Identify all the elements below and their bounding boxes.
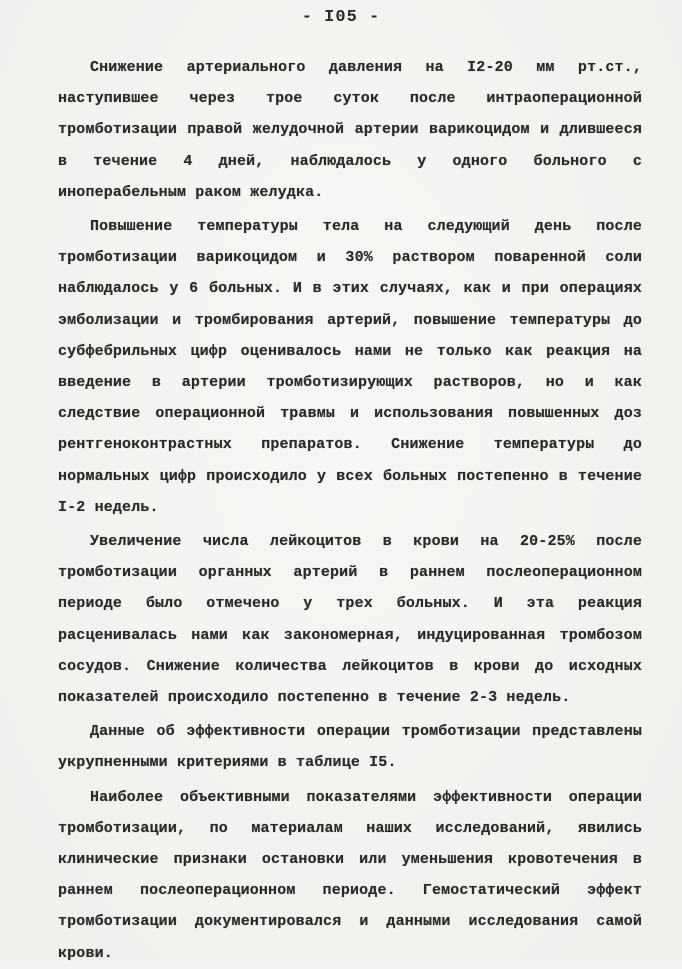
paragraph-leukocytes: Увеличение числа лейкоцитов в крови на 20-25% после тромботизации органных артерий в раннем послеоперационном периоде было отмечено у трех больных. И эта реакция расценивалась нами как закономерная, индуцированная тромбозом сосудов. Снижение количества лейкоцитов в крови до исходных показателей происходило постепенно в течение 2-3 недель.	[58, 533, 642, 707]
paragraph-hemostatic-effect: Наиболее объективными показателями эффективности операции тромботизации, по материалам наших исследований, явились клинические признаки остановки или уменьшения кровотечения в раннем послеоперационном периоде. Гемостатический эффект тромботизации документировался и данными исследования самой крови.	[58, 788, 642, 962]
body-text	[58, 52, 642, 969]
paragraph-temperature: Повышение температуры тела на следующий день после тромботизации варикоцидом и 30% раствором поваренной соли наблюдалось у 6 больных. И в этих случаях, как и при операциях эмболизации и тромбирования артерий, повышение температуры до субфебрильных цифр оценивалось нами не только как реакция на введение в артерии тромботизирующих растворов, но и как следствие операционной травмы и использования повышенных доз рентгеноконтрастных препаратов. Снижение температуры до нормальных цифр происходило у всех больных постепенно в течение I-2 недель.	[58, 218, 642, 516]
page-number: - I05 -	[301, 8, 381, 27]
paragraph-bp-reduction: Снижение артериального давления на I2-20 мм рт.ст., наступившее через трое суток после интраоперационной тромботизации правой желудочной артерии варикоцидом и длившееся в течение 4 дней, наблюдалось у одного больного с иноперабельным раком желудка.	[58, 59, 642, 201]
paragraph-efficacy-data: Данные об эффективности операции тромботизации представлены укрупненными критериями в таблице I5.	[58, 723, 642, 772]
